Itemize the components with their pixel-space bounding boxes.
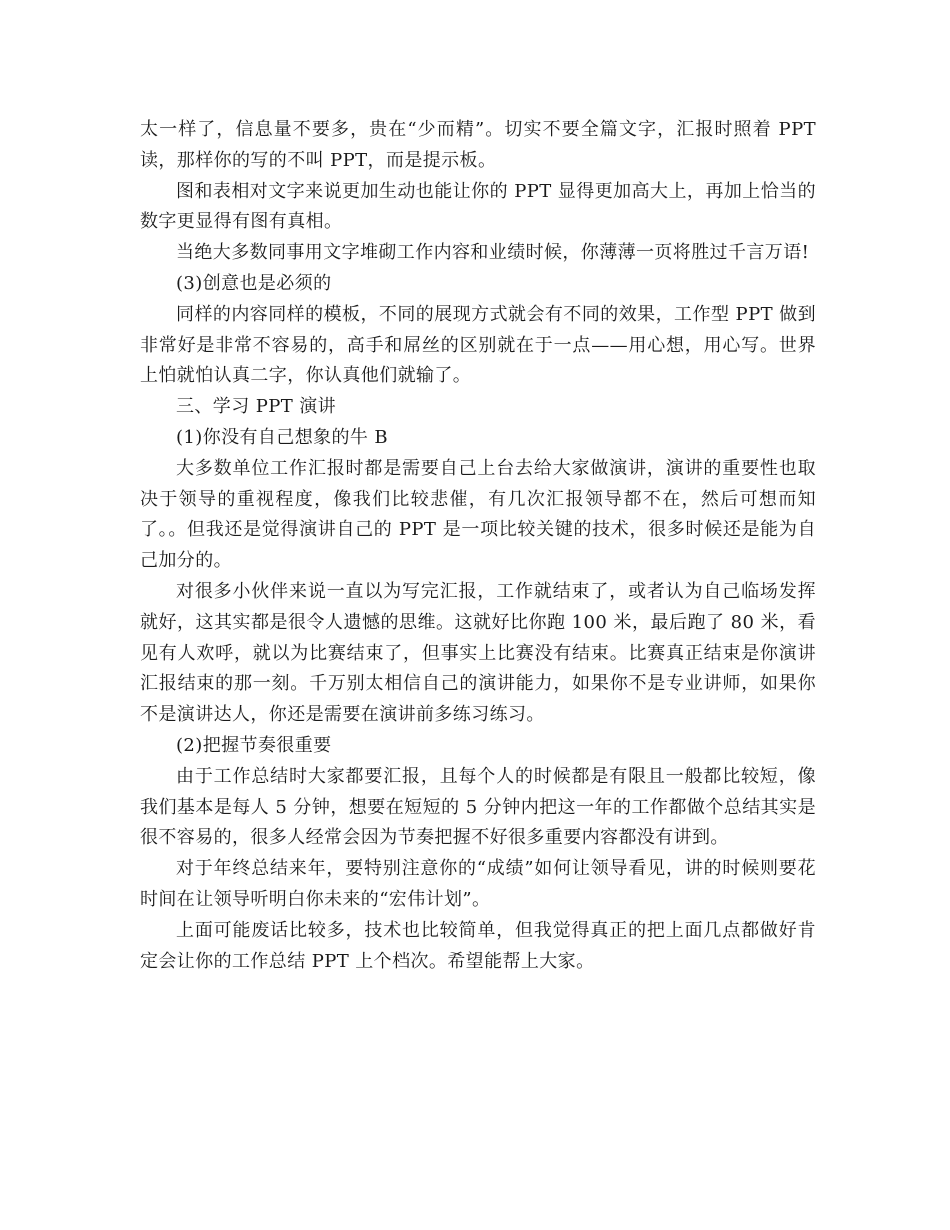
paragraph: 由于工作总结时大家都要汇报，且每个人的时候都是有限且一般都比较短，像我们基本是每人 5 分钟，想要在短短的 5 分钟内把这一年的工作都做个总结其实是很不容易的，很多人经常会因为节奏把握不好很多重要内容都没有讲到。 bbox=[140, 765, 816, 849]
subheading: (1)你没有自己想象的牛 B bbox=[176, 426, 389, 448]
subheading: (2)把握节奏很重要 bbox=[176, 734, 332, 756]
section-heading: 三、学习 PPT 演讲 bbox=[176, 396, 337, 418]
subheading-creativity: (3)创意也是必须的 bbox=[176, 272, 332, 294]
paragraph: 当绝大多数同事用文字堆砌工作内容和业绩时候，你薄薄一页将胜过千言万语! bbox=[176, 242, 810, 264]
paragraph: 对于年终总结来年，要特别注意你的“成绩”如何让领导看见，讲的时候则要花时间在让领导听明白你未来的“宏伟计划”。 bbox=[140, 858, 816, 910]
document-body bbox=[140, 115, 816, 977]
paragraph: 对很多小伙伴来说一直以为写完汇报，工作就结束了，或者认为自己临场发挥就好，这其实都是很令人遗憾的思维。这就好比你跑 100 米，最后跑了 80 米，看见有人欢呼，就以为比赛结束了，但事实上比赛没有结束。比赛真正结束是你演讲汇报结束的那一刻。千万别太相信自己的演讲能力，如果你不是专业讲师，如果你不是演讲达人，你还是需要在演讲前多练习练习。 bbox=[140, 580, 816, 726]
paragraph-continuation: 太一样了，信息量不要多，贵在“少而精”。切实不要全篇文字，汇报时照着 PPT 读，那样你的写的不叫 PPT，而是提示板。 bbox=[140, 119, 816, 171]
paragraph: 同样的内容同样的模板，不同的展现方式就会有不同的效果，工作型 PPT 做到非常好是非常不容易的，高手和屌丝的区别就在于一点——用心想，用心写。世界上怕就怕认真二字，你认真他们就输了。 bbox=[140, 303, 816, 387]
paragraph: 图和表相对文字来说更加生动也能让你的 PPT 显得更加高大上，再加上恰当的数字更显得有图有真相。 bbox=[140, 180, 816, 233]
paragraph: 大多数单位工作汇报时都是需要自己上台去给大家做演讲，演讲的重要性也取决于领导的重视程度，像我们比较悲催，有几次汇报领导都不在，然后可想而知了。。但我还是觉得演讲自己的 PPT 是一项比较关键的技术，很多时候还是能为自己加分的。 bbox=[140, 457, 816, 572]
paragraph: 上面可能废话比较多，技术也比较简单，但我觉得真正的把上面几点都做好肯定会让你的工作总结 PPT 上个档次。希望能帮上大家。 bbox=[140, 919, 816, 972]
